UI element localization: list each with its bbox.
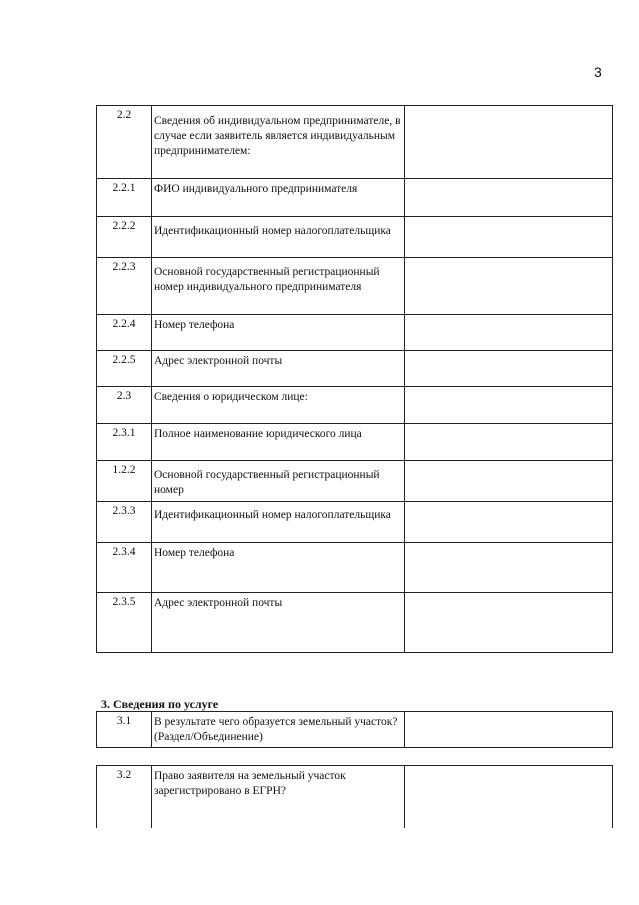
- row-label: Полное наименование юридического лица: [152, 424, 405, 461]
- table-row: [97, 766, 613, 828]
- table-row: [97, 387, 613, 424]
- row-label: Право заявителя на земельный участок зарегистрировано в ЕГРН?: [152, 766, 405, 828]
- page-number: 3: [594, 64, 602, 80]
- applicant-info-table: [96, 105, 613, 653]
- row-number: 2.2.5: [97, 351, 152, 387]
- row-label: Номер телефона: [152, 543, 405, 593]
- table-row: [97, 106, 613, 179]
- row-value-cell[interactable]: [405, 502, 613, 543]
- row-value-cell[interactable]: [405, 217, 613, 258]
- row-number: 2.3.5: [97, 593, 152, 653]
- table-row: [97, 315, 613, 351]
- row-label: Номер телефона: [152, 315, 405, 351]
- row-label: Идентификационный номер налогоплательщика: [152, 217, 405, 258]
- table-row: [97, 217, 613, 258]
- row-label: Адрес электронной почты: [152, 351, 405, 387]
- row-label: Адрес электронной почты: [152, 593, 405, 653]
- table-row: [97, 543, 613, 593]
- table-row: [97, 712, 613, 748]
- table-row: [97, 351, 613, 387]
- row-label: Сведения о юридическом лице:: [152, 387, 405, 424]
- row-label: Идентификационный номер налогоплательщика: [152, 502, 405, 543]
- service-info-table: [96, 711, 613, 748]
- row-number: 2.3.3: [97, 502, 152, 543]
- row-value-cell[interactable]: [405, 461, 613, 502]
- row-value-cell[interactable]: [405, 106, 613, 179]
- row-value-cell[interactable]: [405, 593, 613, 653]
- row-label: В результате чего образуется земельный участок? (Раздел/Объединение): [152, 712, 405, 748]
- row-number: 2.2.4: [97, 315, 152, 351]
- row-value-cell[interactable]: [405, 424, 613, 461]
- row-value-cell[interactable]: [405, 543, 613, 593]
- row-number: 2.2: [97, 106, 152, 179]
- row-number: 2.3.4: [97, 543, 152, 593]
- row-number: 2.3: [97, 387, 152, 424]
- row-label: Основной государственный регистрационный номер: [152, 461, 405, 502]
- table-row: [97, 424, 613, 461]
- row-number: 2.2.3: [97, 258, 152, 315]
- row-number: 1.2.2: [97, 461, 152, 502]
- row-number: 2.3.1: [97, 424, 152, 461]
- row-value-cell[interactable]: [405, 179, 613, 217]
- table-row: [97, 502, 613, 543]
- row-value-cell[interactable]: [405, 315, 613, 351]
- row-number: 2.2.1: [97, 179, 152, 217]
- row-label: ФИО индивидуального предпринимателя: [152, 179, 405, 217]
- row-value-cell[interactable]: [405, 387, 613, 424]
- table-row: [97, 593, 613, 653]
- row-value-cell[interactable]: [405, 712, 613, 748]
- section-title: 3. Сведения по услуге: [101, 697, 219, 711]
- row-value-cell[interactable]: [405, 766, 613, 828]
- row-number: 2.2.2: [97, 217, 152, 258]
- row-number: 3.1: [97, 712, 152, 748]
- row-label: Основной государственный регистрационный номер индивидуального предпринимателя: [152, 258, 405, 315]
- table-row: [97, 461, 613, 502]
- table-row: [97, 258, 613, 315]
- table-row: [97, 179, 613, 217]
- row-label: Сведения об индивидуальном предпринимателе, в случае если заявитель является индивидуальным предпринимателем:: [152, 106, 405, 179]
- row-value-cell[interactable]: [405, 258, 613, 315]
- service-info-table-continued: [96, 765, 613, 828]
- row-number: 3.2: [97, 766, 152, 828]
- row-value-cell[interactable]: [405, 351, 613, 387]
